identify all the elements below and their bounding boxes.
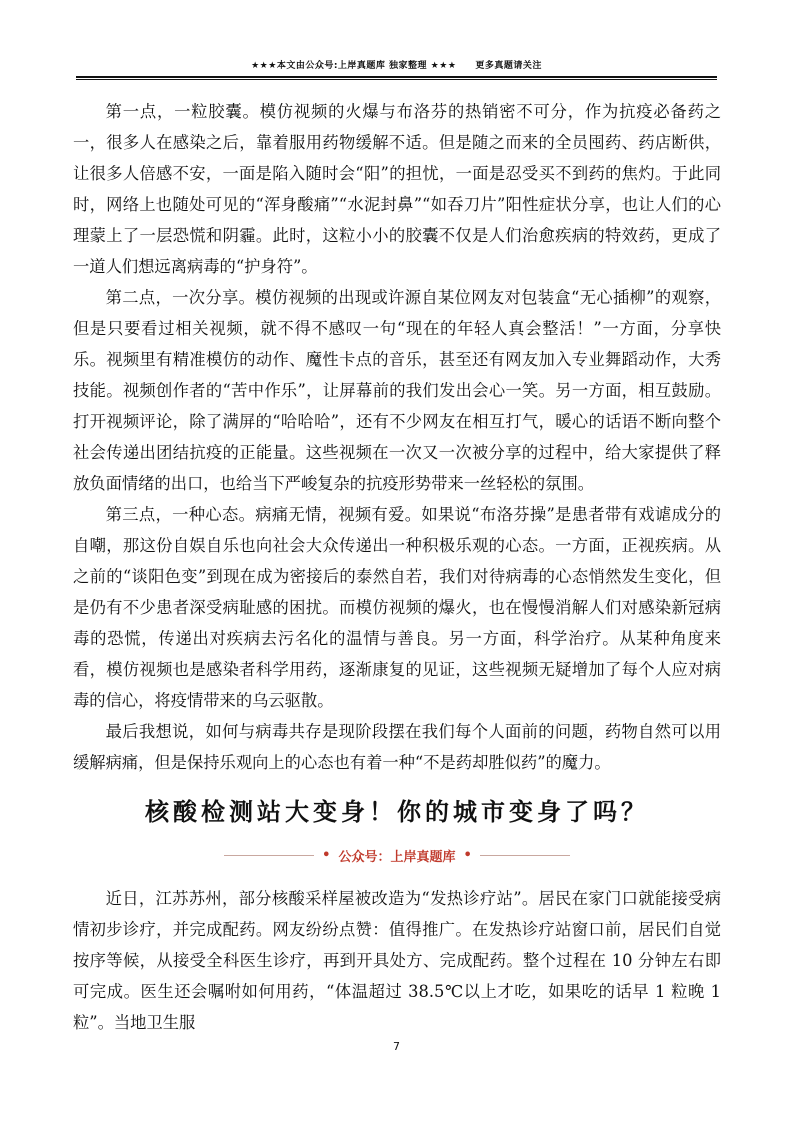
- paragraph-point-two: 第二点，一次分享。模仿视频的出现或许源自某位网友对包装盒“无心插柳”的观察，但是只要看过相关视频，就不得不感叹一句“现在的年轻人真会整活！”一方面，分享快乐。视频里有精准模仿的动作、魔性卡点的音乐，甚至还有网友加入专业舞蹈动作，大秀技能。视频创作者的“苦中作乐”，让屏幕前的我们发出会心一笑。另一方面，相互鼓励。打开视频评论，除了满屏的“哈哈哈”，还有不少网友在相互打气，暖心的话语不断向整个社会传递出团结抗疫的正能量。这些视频在一次又一次被分享的过程中，给大家提供了释放负面情绪的出口，也给当下严峻复杂的抗疫形势带来一丝轻松的氛围。: [73, 288, 721, 493]
- page-body: [73, 96, 721, 1038]
- paragraph-point-one: 第一点，一粒胶囊。模仿视频的火爆与布洛芬的热销密不可分，作为抗疫必备药之一，很多人在感染之后，靠着服用药物缓解不适。但是随之而来的全员囤药、药店断供，让很多人倍感不安，一面是陷入随时会“阳”的担忧，一面是忍受买不到药的焦灼。于此同时，网络上也随处可见的“浑身酸痛”“水泥封鼻”“如吞刀片”阳性症状分享，也让人们的心理蒙上了一层恐慌和阴霾。此时，这粒小小的胶囊不仅是人们治愈疾病的特效药，更成了一道人们想远离病毒的“护身符”。: [73, 102, 721, 276]
- header-divider: [76, 76, 717, 80]
- page-header: ★★★本文由公众号:上岸真题库 独家整理 ★★★ 更多真题请关注: [251, 61, 542, 71]
- article-paragraph: 近日，江苏苏州，部分核酸采样屋被改造为“发热诊疗站”。居民在家门口就能接受病情初步诊疗，并完成配药。网友纷纷点赞：值得推广。在发热诊疗站窗口前，居民们自觉按序等候，从接受全科医生诊疗，再到开具处方、完成配药。整个过程在 10 分钟左右即可完成。医生还会嘱咐如何用药，“体温超过 38.5℃以上才吃，如果吃的话早 1 粒晚 1 粒”。当地卫生服: [73, 889, 721, 1032]
- page-number: 7: [393, 1040, 400, 1053]
- article-title: 核酸检测站大变身！你的城市变身了吗？: [145, 797, 649, 826]
- paragraph-conclusion: 最后我想说，如何与病毒共存是现阶段摆在我们每个人面前的问题，药物自然可以用缓解病痛，但是保持乐观向上的心态也有着一种“不是药却胜似药”的魔力。: [73, 722, 721, 772]
- article-source: [73, 846, 721, 865]
- source-label: 公众号：上岸真题库: [338, 850, 456, 865]
- paragraph-point-three: 第三点，一种心态。病痛无情，视频有爱。如果说“布洛芬操”是患者带有戏谑成分的自嘲，那这份自娱自乐也向社会大众传递出一种积极乐观的心态。一方面，正视疾病。从之前的“谈阳色变”到现在成为密接后的泰然自若，我们对待病毒的心态悄然发生变化，但是仍有不少患者深受病耻感的困扰。而模仿视频的爆火，也在慢慢消解人们对感染新冠病毒的恐慌，传递出对疾病去污名化的温情与善良。另一方面，科学治疗。从某种角度来看，模仿视频也是感染者科学用药，逐渐康复的见证，这些视频无疑增加了每个人应对病毒的信心，将疫情带来的乌云驱散。: [73, 505, 721, 710]
- source-right-rule: [480, 855, 570, 856]
- source-left-rule: [224, 855, 314, 856]
- source-left-dot: •: [322, 848, 331, 863]
- source-right-dot: •: [463, 848, 472, 863]
